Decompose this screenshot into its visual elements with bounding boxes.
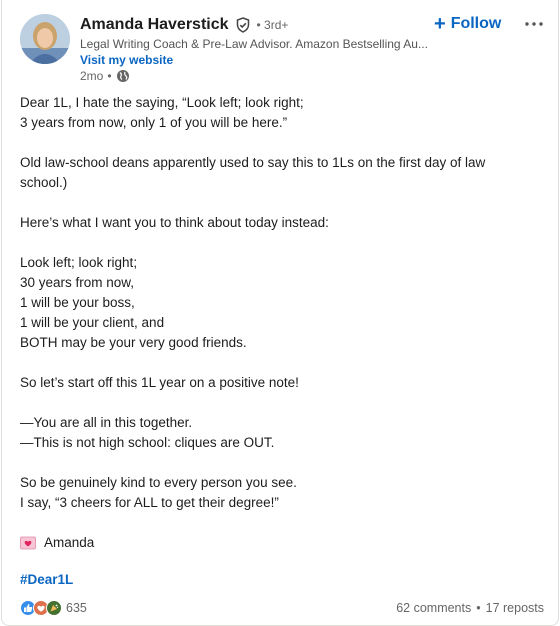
post-line (20, 393, 544, 413)
post-meta (80, 68, 130, 84)
post-line (20, 133, 544, 153)
post-line: school.) (20, 175, 68, 190)
post-line (20, 453, 544, 473)
follow-label: Follow (450, 15, 502, 32)
counts-separator: • (476, 601, 481, 615)
love-letter-icon (20, 536, 36, 550)
post-line: 1 will be your boss, (20, 295, 135, 310)
post-line: Look left; look right; (20, 255, 138, 270)
post-line: —This is not high school: cliques are OUT. (20, 435, 275, 450)
post-line: Here’s what I want you to think about today instead: (20, 215, 329, 230)
plus-icon: + (434, 13, 446, 35)
celebrate-icon (46, 600, 62, 616)
comments-count-link[interactable]: 62 comments (396, 601, 472, 615)
post-card (1, 0, 559, 626)
post-line: Dear 1L, I hate the saying, “Look left; look right; (20, 95, 304, 110)
meta-separator: • (107, 69, 112, 83)
post-line (20, 353, 544, 373)
comments-reposts (396, 601, 544, 615)
post-line: So be genuinely kind to every person you see. (20, 475, 297, 490)
post-line (20, 513, 544, 533)
author-name-line (80, 14, 288, 36)
reactions-summary[interactable] (20, 600, 87, 616)
reposts-count-link[interactable]: 17 reposts (485, 601, 544, 615)
visit-website-link[interactable]: Visit my website (80, 53, 174, 67)
author-headline: Legal Writing Coach & Pre-Law Advisor. Amazon Bestselling Au... (80, 37, 428, 51)
post-line: 1 will be your client, and (20, 315, 165, 330)
post-line: BOTH may be your very good friends. (20, 335, 247, 350)
post-line (20, 193, 544, 213)
reaction-count: 635 (66, 601, 87, 615)
post-line: I say, “3 cheers for ALL to get their degree!” (20, 495, 279, 510)
post-body (20, 93, 544, 553)
signature-name: Amanda (44, 535, 95, 550)
post-text (20, 93, 544, 533)
post-line (20, 233, 544, 253)
avatar[interactable] (20, 14, 70, 64)
post-time: 2mo (80, 69, 104, 83)
hashtag-link[interactable]: #Dear1L (20, 572, 74, 587)
globe-icon (116, 69, 130, 83)
more-options-icon[interactable] (522, 12, 546, 36)
reaction-icons (20, 600, 62, 616)
author-name[interactable]: Amanda Haverstick (80, 16, 229, 33)
verified-badge-icon (235, 17, 251, 33)
post-line: —You are all in this together. (20, 415, 193, 430)
post-line: So let’s start off this 1L year on a positive note! (20, 375, 299, 390)
post-line: 30 years from now, (20, 275, 135, 290)
social-counts-bar (20, 598, 544, 618)
post-line: Old law-school deans apparently used to say this to 1Ls on the first day of law (20, 155, 486, 170)
follow-button[interactable] (434, 12, 501, 36)
post-signature (20, 533, 544, 553)
post-header (2, 0, 558, 92)
post-line: 3 years from now, only 1 of you will be here.” (20, 115, 288, 130)
connection-degree: • 3rd+ (256, 18, 289, 32)
